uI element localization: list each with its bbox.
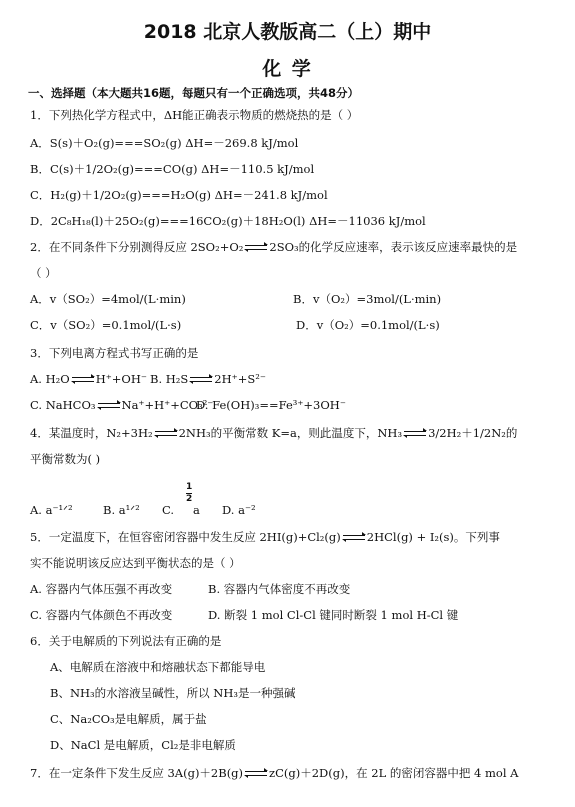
equilibrium-arrow-icon (98, 401, 120, 411)
q2-option-b: B．v（O₂）=3mol/(L·min) (293, 292, 442, 306)
q6-option-a: A、电解质在溶液中和熔融状态下都能导电 (50, 660, 266, 674)
equilibrium-arrow-icon (245, 769, 267, 779)
q2-option-d: D．v（O₂）=0.1mol/(L·s) (296, 318, 440, 332)
q5-stem-b: 2HCl(g) + I₂(s)。下列事 (366, 530, 500, 544)
exam-title: 2018 北京人教版高二（上）期中 (143, 21, 432, 43)
q7-stem-b: zC(g)＋2D(g)，在 2L 的密闭容器中把 4 mol A (269, 766, 519, 780)
q5-stem-line1 (30, 530, 500, 544)
q3-option-b (150, 372, 266, 386)
q2-stem-a: 2．在不同条件下分别测得反应 2SO₂+O₂ (30, 240, 244, 254)
q5-option-b: B. 容器内气体密度不再改变 (208, 582, 351, 596)
q5-stem-a: 5．一定温度下，在恒容密闭容器中发生反应 2HI(g)+Cl₂(g) (30, 530, 341, 544)
q7-stem-line1 (30, 766, 518, 780)
q4-stem-line1 (30, 426, 517, 440)
q1-option-b: B．C(s)＋1/2O₂(g)===CO(g) ΔH=－110.5 kJ/mol (30, 162, 315, 176)
q6-stem: 6．关于电解质的下列说法有正确的是 (30, 634, 222, 648)
q6-option-d: D、NaCl 是电解质，Cl₂是非电解质 (50, 738, 236, 752)
q4-option-d: D. a⁻² (222, 503, 256, 517)
q3-b-left: B. H₂S (150, 372, 189, 386)
q5-stem-line2: 实不能说明该反应达到平衡状态的是（ ） (30, 556, 241, 570)
q7-stem-a: 7．在一定条件下发生反应 3A(g)＋2B(g) (30, 766, 244, 780)
subject-title: 化 学 (262, 58, 313, 80)
fraction-denominator: 2 (186, 494, 193, 504)
q3-stem: 3．下列电离方程式书写正确的是 (30, 346, 199, 360)
q4-stem-c: 3/2H₂＋1/2N₂的 (428, 426, 518, 440)
q3-c-left: C. NaHCO₃ (30, 398, 96, 412)
q1-option-c: C．H₂(g)＋1/2O₂(g)===H₂O(g) ΔH=－241.8 kJ/mol (30, 188, 328, 202)
equilibrium-arrow-icon (404, 429, 426, 439)
q2-option-a: A．v（SO₂）=4mol/(L·min) (30, 292, 186, 306)
q3-a-right: H⁺+OH⁻ (95, 372, 147, 386)
q3-b-right: 2H⁺+S²⁻ (214, 372, 266, 386)
q1-stem: 1．下列热化学方程式中，ΔH能正确表示物质的燃烧热的是（ ） (30, 108, 359, 122)
q4-option-a: A. a⁻¹ᐟ² (30, 503, 73, 517)
q2-stem-line2: （ ） (30, 266, 57, 280)
equilibrium-arrow-icon (190, 375, 212, 385)
q5-option-a: A. 容器内气体压强不再改变 (30, 582, 173, 596)
q2-option-c: C．v（SO₂）=0.1mol/(L·s) (30, 318, 182, 332)
q4-stem-line2: 平衡常数为( ) (30, 452, 101, 466)
fraction-numerator: 1 (186, 482, 193, 492)
q1-option-a: A．S(s)＋O₂(g)===SO₂(g) ΔH=－269.8 kJ/mol (30, 136, 299, 150)
equilibrium-arrow-icon (72, 375, 94, 385)
q3-option-c (30, 398, 213, 412)
q1-option-d: D．2C₈H₁₈(l)＋25O₂(g)===16CO₂(g)＋18H₂O(l) ΔH=－11036 kJ/mol (30, 214, 426, 228)
q6-option-b: B、NH₃的水溶液呈碱性，所以 NH₃是一种强碱 (50, 686, 296, 700)
q4-stem-b: 2NH₃的平衡常数 K=a，则此温度下，NH₃ (178, 426, 403, 440)
q3-c-right: Na⁺+H⁺+CO₃²⁻ (121, 398, 214, 412)
equilibrium-arrow-icon (245, 243, 267, 253)
q4-option-c-value: a (193, 503, 200, 517)
q6-option-c: C、Na₂CO₃是电解质，属于盐 (50, 712, 207, 726)
q4-option-c-label: C. (162, 503, 175, 517)
q2-stem-b: 2SO₃的化学反应速率，表示该反应速率最快的是 (269, 240, 518, 254)
q5-option-d: D. 断裂 1 mol Cl-Cl 键同时断裂 1 mol H-Cl 键 (208, 608, 459, 622)
q2-stem-line1 (30, 240, 517, 254)
q4-option-c-fraction (186, 483, 192, 504)
equilibrium-arrow-icon (155, 429, 177, 439)
equilibrium-arrow-icon (343, 533, 365, 543)
q3-a-left: A. H₂O (30, 372, 70, 386)
q5-option-c: C. 容器内气体颜色不再改变 (30, 608, 173, 622)
q4-option-b: B. a¹ᐟ² (103, 503, 140, 517)
q3-option-a (30, 372, 147, 386)
q4-stem-a: 4．某温度时，N₂+3H₂ (30, 426, 153, 440)
section-heading: 一、选择题（本大题共16题，每题只有一个正确选项，共48分） (28, 86, 360, 100)
q3-option-d: D. Fe(OH)₃==Fe³⁺+3OH⁻ (196, 398, 346, 412)
